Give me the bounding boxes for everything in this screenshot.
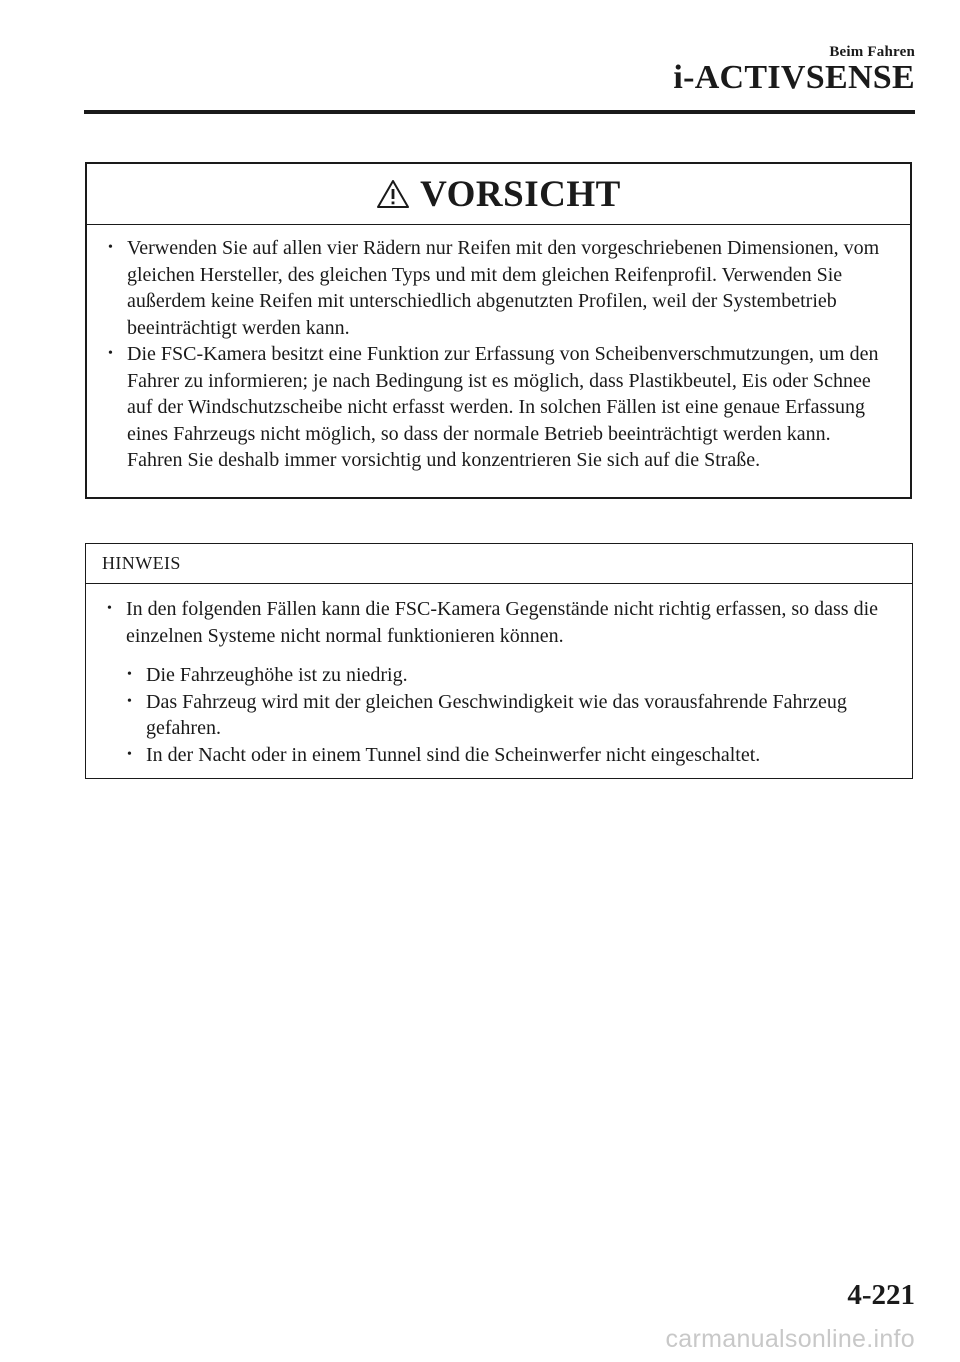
caution-title: VORSICHT	[420, 173, 621, 215]
caution-header	[87, 164, 910, 225]
note-item: • In den folgenden Fällen kann die FSC-Kamera Gegenstände nicht richtig erfassen, so dass die einzelnen Systeme nicht normal funktionieren können.	[106, 596, 892, 649]
section-label: Beim Fahren	[829, 44, 915, 60]
page-number: 4-221	[847, 1279, 915, 1311]
watermark: carmanualsonline.info	[665, 1325, 915, 1353]
caution-item: • Die FSC-Kamera besitzt eine Funktion zur Erfassung von Scheibenverschmutzungen, um den Fahrer zu informieren; je nach Bedingung ist es möglich, dass Plastikbeutel, Eis oder Schnee auf der Windschutzscheibe nicht erfasst werden. In solchen Fällen ist eine genaue Erfassung eines Fahrzeugs nicht möglich, so dass der normale Betrieb beeinträchtigt werden kann. Fahren Sie deshalb immer vorsichtig und konzentrieren Sie sich auf die Straße.	[107, 341, 890, 474]
note-sub-list	[106, 662, 892, 768]
caution-body	[87, 225, 910, 474]
warning-triangle-icon	[376, 179, 410, 209]
caution-box	[85, 162, 912, 499]
note-sub-item: • Das Fahrzeug wird mit der gleichen Geschwindigkeit wie das vorausfahrende Fahrzeug gefahren.	[126, 689, 892, 742]
note-body	[86, 584, 912, 768]
note-box	[85, 543, 913, 779]
note-sub-item: • Die Fahrzeughöhe ist zu niedrig.	[126, 662, 892, 689]
note-list	[106, 596, 892, 649]
note-header: HINWEIS	[86, 544, 912, 584]
caution-item: • Verwenden Sie auf allen vier Rädern nur Reifen mit den vorgeschriebenen Dimensionen, vom gleichen Hersteller, des gleichen Typs und mit dem gleichen Reifenprofil. Verwenden Sie außerdem keine Reifen mit unterschiedlich abgenutzten Profilen, weil der Systembetrieb beeinträchtigt werden kann.	[107, 235, 890, 341]
chapter-title: i-ACTIVSENSE	[673, 59, 915, 96]
header-divider	[84, 110, 915, 114]
caution-list	[107, 235, 890, 474]
note-sub-item: • In der Nacht oder in einem Tunnel sind die Scheinwerfer nicht eingeschaltet.	[126, 742, 892, 769]
